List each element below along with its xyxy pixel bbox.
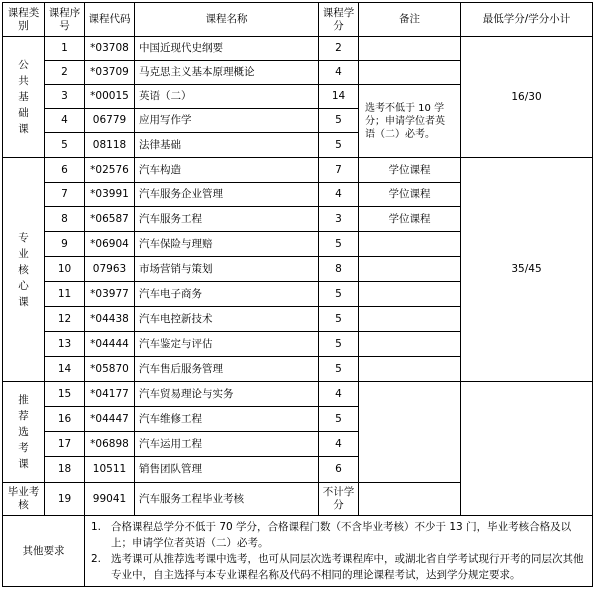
seq-cell: 6 bbox=[45, 158, 85, 183]
seq-cell: 9 bbox=[45, 232, 85, 257]
remark-cell bbox=[359, 257, 461, 282]
header-min-credit: 最低学分/学分小计 bbox=[461, 3, 593, 37]
code-cell: 99041 bbox=[85, 483, 135, 516]
seq-cell: 10 bbox=[45, 257, 85, 282]
note-text: 选考课可从推荐选考课中选考，也可从同层次选考课程库中，或湖北省自学考试现行开考的同层次其他专业中，自主选择与本专业课程名称及代码不相同的理论课程考试，达到学分规定要求。 bbox=[111, 553, 584, 581]
note-text: 合格课程总学分不低于 70 学分，合格课程门数（不含毕业考核）不少于 13 门，毕业考核合格及以上；申请学位者英语（二）必考。 bbox=[111, 521, 572, 549]
credit-cell: 14 bbox=[319, 85, 359, 109]
credit-cell: 4 bbox=[319, 61, 359, 85]
header-seq: 课程序号 bbox=[45, 3, 85, 37]
note-item bbox=[91, 519, 586, 551]
remark-cell bbox=[359, 483, 461, 516]
course-name-cell: 汽车服务企业管理 bbox=[135, 183, 319, 207]
course-name-cell: 销售团队管理 bbox=[135, 457, 319, 483]
note-number: 1. bbox=[91, 521, 102, 533]
code-cell: *03708 bbox=[85, 37, 135, 61]
course-name-cell: 法律基础 bbox=[135, 133, 319, 158]
credit-cell: 5 bbox=[319, 407, 359, 432]
course-table bbox=[2, 2, 593, 587]
seq-cell: 4 bbox=[45, 109, 85, 133]
course-name-cell: 汽车维修工程 bbox=[135, 407, 319, 432]
cat-other: 其他要求 bbox=[3, 516, 85, 587]
seq-cell: 17 bbox=[45, 432, 85, 457]
header-credit: 课程学分 bbox=[319, 3, 359, 37]
course-name-cell: 应用写作学 bbox=[135, 109, 319, 133]
seq-cell: 2 bbox=[45, 61, 85, 85]
course-name-cell: 汽车电控新技术 bbox=[135, 307, 319, 332]
credit-cell: 5 bbox=[319, 133, 359, 158]
seq-cell: 14 bbox=[45, 357, 85, 382]
code-cell: 06779 bbox=[85, 109, 135, 133]
table-row bbox=[3, 382, 593, 407]
course-name-cell: 汽车构造 bbox=[135, 158, 319, 183]
credit-cell: 5 bbox=[319, 282, 359, 307]
remark-cell bbox=[359, 282, 461, 307]
credit-cell: 3 bbox=[319, 207, 359, 232]
course-name-cell: 汽车运用工程 bbox=[135, 432, 319, 457]
remark-cell bbox=[359, 61, 461, 85]
credit-cell: 5 bbox=[319, 307, 359, 332]
remark-cell: 学位课程 bbox=[359, 158, 461, 183]
cat-public: 公 共 基 础 课 bbox=[3, 37, 45, 158]
seq-cell: 15 bbox=[45, 382, 85, 407]
course-name-cell: 英语（二） bbox=[135, 85, 319, 109]
course-name-cell: 汽车服务工程 bbox=[135, 207, 319, 232]
cat-grad: 毕业考核 bbox=[3, 483, 45, 516]
course-name-cell: 汽车售后服务管理 bbox=[135, 357, 319, 382]
other-requirements bbox=[85, 516, 593, 587]
code-cell: *04447 bbox=[85, 407, 135, 432]
seq-cell: 3 bbox=[45, 85, 85, 109]
remark-cell bbox=[359, 307, 461, 332]
code-cell: *05870 bbox=[85, 357, 135, 382]
course-name-cell: 汽车服务工程毕业考核 bbox=[135, 483, 319, 516]
code-cell: *02576 bbox=[85, 158, 135, 183]
code-cell: *03977 bbox=[85, 282, 135, 307]
header-name: 课程名称 bbox=[135, 3, 319, 37]
note-item bbox=[91, 551, 586, 583]
credit-cell: 2 bbox=[319, 37, 359, 61]
remark-cell bbox=[359, 382, 461, 483]
remark-cell bbox=[359, 232, 461, 257]
seq-cell: 8 bbox=[45, 207, 85, 232]
code-cell: *04444 bbox=[85, 332, 135, 357]
code-cell: *06904 bbox=[85, 232, 135, 257]
credit-cell: 5 bbox=[319, 332, 359, 357]
remark-cell bbox=[359, 37, 461, 61]
code-cell: *00015 bbox=[85, 85, 135, 109]
seq-cell: 1 bbox=[45, 37, 85, 61]
code-cell: *04438 bbox=[85, 307, 135, 332]
elective-min-credit bbox=[461, 382, 593, 516]
seq-cell: 13 bbox=[45, 332, 85, 357]
credit-cell: 5 bbox=[319, 232, 359, 257]
seq-cell: 7 bbox=[45, 183, 85, 207]
remark-cell: 学位课程 bbox=[359, 183, 461, 207]
course-name-cell: 马克思主义基本原理概论 bbox=[135, 61, 319, 85]
credit-cell: 8 bbox=[319, 257, 359, 282]
code-cell: 10511 bbox=[85, 457, 135, 483]
credit-cell: 4 bbox=[319, 382, 359, 407]
code-cell: *03991 bbox=[85, 183, 135, 207]
credit-cell: 4 bbox=[319, 432, 359, 457]
seq-cell: 5 bbox=[45, 133, 85, 158]
header-code: 课程代码 bbox=[85, 3, 135, 37]
course-name-cell: 汽车保险与理赔 bbox=[135, 232, 319, 257]
remark-cell bbox=[359, 357, 461, 382]
header-remark: 备注 bbox=[359, 3, 461, 37]
note-number: 2. bbox=[91, 553, 102, 565]
table-row bbox=[3, 158, 593, 183]
remark-cell bbox=[359, 332, 461, 357]
seq-cell: 11 bbox=[45, 282, 85, 307]
seq-cell: 16 bbox=[45, 407, 85, 432]
remark-cell: 学位课程 bbox=[359, 207, 461, 232]
credit-cell: 5 bbox=[319, 357, 359, 382]
course-name-cell: 中国近现代史纲要 bbox=[135, 37, 319, 61]
notes-row bbox=[3, 516, 593, 587]
seq-cell: 12 bbox=[45, 307, 85, 332]
seq-cell: 18 bbox=[45, 457, 85, 483]
code-cell: *04177 bbox=[85, 382, 135, 407]
credit-cell: 不计学分 bbox=[319, 483, 359, 516]
course-name-cell: 汽车鉴定与评估 bbox=[135, 332, 319, 357]
code-cell: *03709 bbox=[85, 61, 135, 85]
public-min-credit: 16/30 bbox=[461, 37, 593, 158]
header-type: 课程类别 bbox=[3, 3, 45, 37]
core-min-credit: 35/45 bbox=[461, 158, 593, 382]
code-cell: *06898 bbox=[85, 432, 135, 457]
seq-cell: 19 bbox=[45, 483, 85, 516]
code-cell: 07963 bbox=[85, 257, 135, 282]
cat-core: 专 业 核 心 课 bbox=[3, 158, 45, 382]
credit-cell: 6 bbox=[319, 457, 359, 483]
course-name-cell: 汽车贸易理论与实务 bbox=[135, 382, 319, 407]
course-name-cell: 市场营销与策划 bbox=[135, 257, 319, 282]
table-row bbox=[3, 37, 593, 61]
english-note: 选考不低于 10 学分；申请学位者英语（二）必考。 bbox=[359, 85, 461, 158]
cat-elective: 推 荐 选 考 课 bbox=[3, 382, 45, 483]
header-row bbox=[3, 3, 593, 37]
code-cell: 08118 bbox=[85, 133, 135, 158]
credit-cell: 5 bbox=[319, 109, 359, 133]
code-cell: *06587 bbox=[85, 207, 135, 232]
credit-cell: 7 bbox=[319, 158, 359, 183]
credit-cell: 4 bbox=[319, 183, 359, 207]
course-name-cell: 汽车电子商务 bbox=[135, 282, 319, 307]
